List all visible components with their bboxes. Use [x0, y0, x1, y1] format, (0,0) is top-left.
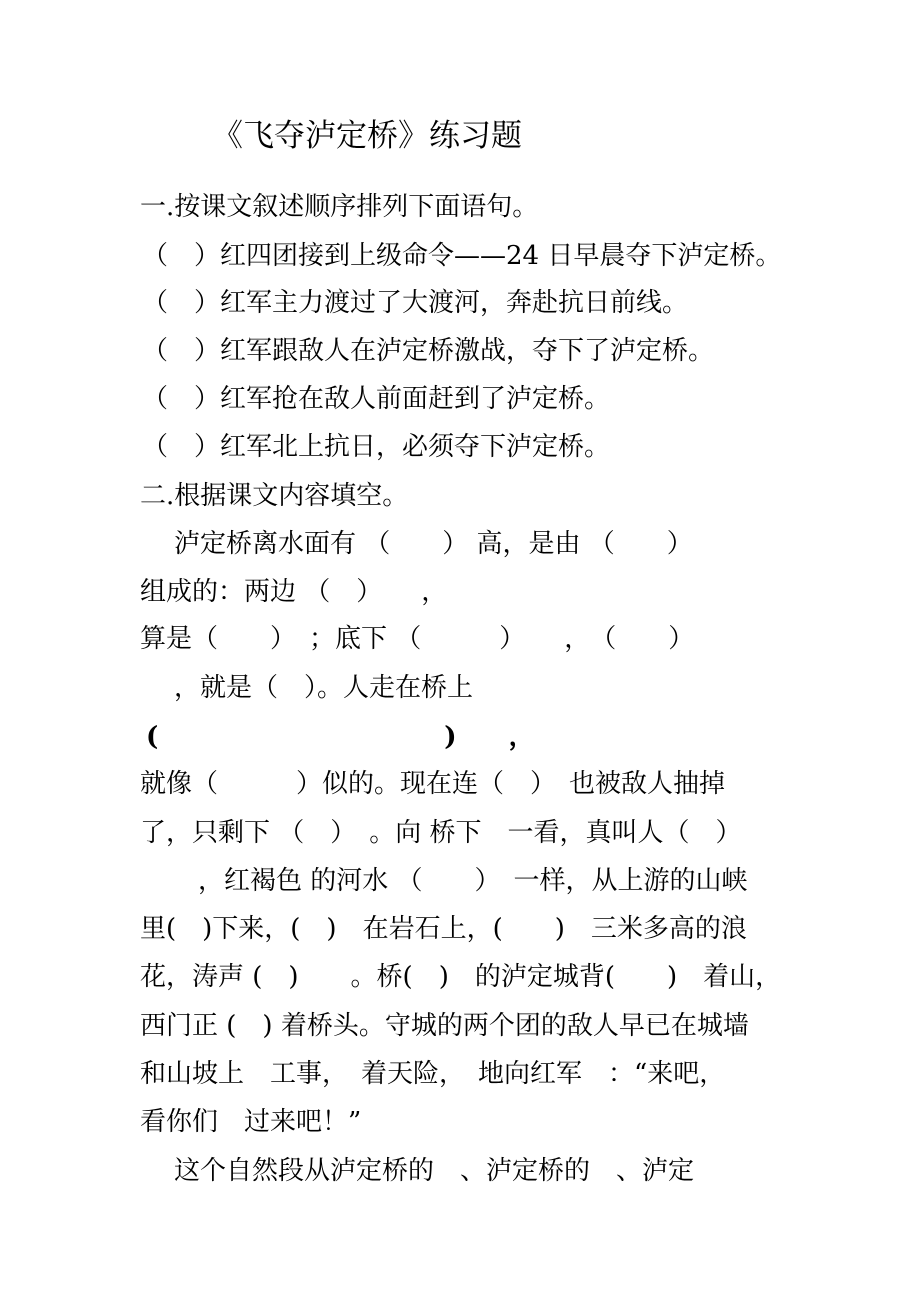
fill-line-4: ，就是（ ）。人走在桥上: [174, 673, 474, 703]
fill-line-3: 算是（ ） ；底下 （ ） ， （ ）: [140, 624, 695, 654]
ordering-item-1: （ ）红四团接到上级命令——24 日早晨夺下泸定桥。: [142, 241, 782, 271]
fill-line-7: 了，只剩下 （ ） 。向 桥下 一看，真叫人（ ）: [140, 818, 742, 848]
fill-line-9: 里( )下来，( ) 在岩石上，( ) 三米多高的浪: [140, 914, 747, 944]
fill-line-1: 泸定桥离水面有 （ ） 高，是由 （ ）: [174, 529, 693, 559]
fill-line-2: 组成的：两边 （ ） ，: [140, 577, 448, 607]
page-title: 《飞夺泸定桥》练习题: [212, 118, 522, 154]
fill-line-6: 就像（ ）似的。现在连（ ） 也被敌人抽掉: [140, 769, 726, 799]
ordering-item-2: （ ）红军主力渡过了大渡河，奔赴抗日前线。: [142, 288, 689, 318]
fill-line-13: 看你们 过来吧！”: [140, 1107, 362, 1137]
fill-line-12: 和山坡上 工事， 着天险， 地向红军 ：“来吧，: [140, 1059, 726, 1089]
fill-line-11: 西门正 ( ) 着桥头。守城的两个团的敌人早已在城墙: [140, 1011, 749, 1041]
fill-line-10: 花，涛声 ( ) 。桥( ) 的泸定城背( ) 着山，: [140, 962, 782, 992]
section-2-heading: 二.根据课文内容填空。: [140, 481, 409, 511]
fill-line-5: ( ) ，: [146, 722, 535, 752]
fill-line-14: 这个自然段从泸定桥的 、泸定桥的 、泸定: [174, 1156, 695, 1186]
ordering-item-5: （ ）红军北上抗日，必须夺下泸定桥。: [142, 432, 611, 462]
ordering-item-3: （ ）红军跟敌人在泸定桥激战，夺下了泸定桥。: [142, 336, 715, 366]
section-1-heading: 一.按课文叙述顺序排列下面语句。: [140, 192, 539, 222]
ordering-item-4: （ ）红军抢在敌人前面赶到了泸定桥。: [142, 384, 611, 414]
fill-line-8: ，红褐色 的河水 （ ） 一样，从上游的山峡: [198, 866, 748, 896]
